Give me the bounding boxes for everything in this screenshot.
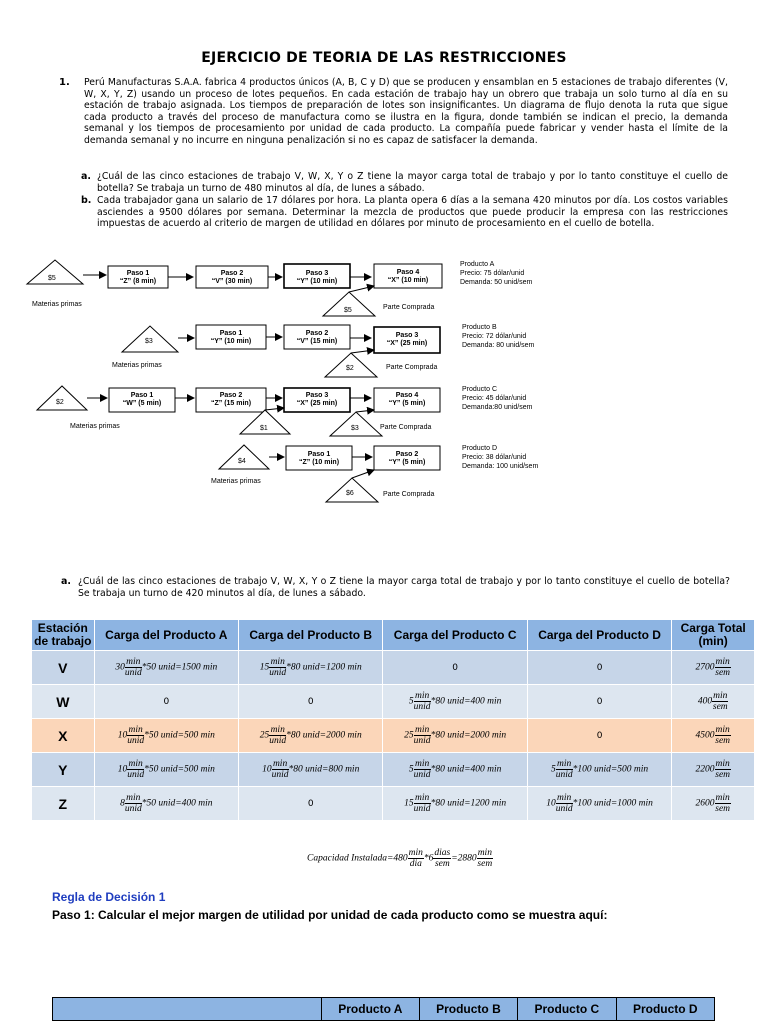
unit-fraction: $\frac{\min}{\text{unid}}$ [413,793,431,814]
load-result: *50 unid=1500 min [141,662,218,673]
total-cell [672,685,755,719]
header-station: Estación de trabajo [32,620,95,651]
carga-row-y [32,753,755,787]
raw-material-d-triangle [219,445,269,469]
load-result: *80 unid=2000 min [286,730,362,741]
load-cell [239,719,383,753]
load-result: *50 unid=500 min [144,730,215,741]
load-cell: 0 [527,651,671,685]
station-label: X [32,719,95,753]
station-label: Y [32,753,95,787]
raw-cost-d: $4 [238,458,246,465]
load-cell [527,787,671,821]
carga-row-w [32,685,755,719]
load-result: *80 unid=800 min [288,764,360,775]
unit-fraction: $\frac{\min}{\text{unid}}$ [413,759,431,780]
load-cell: 0 [94,685,238,719]
step-a3-l2: “Y” (10 min) [296,278,338,285]
item-b-text: Cada trabajador gana un salario de 17 dólares por hora. La planta opera 6 días a la semana 420 minutos por día. Los costos variables asciendes a 9500 dólares por semana. Determinar la mezcla de productos que puede producir la empresa con las restricciones impuestas de acuerdo al criterio de margen de utilidad en dólares por minuto de procesamiento en el cuello de botella. [97,195,728,230]
step-b2-l1: Paso 2 [305,330,329,337]
header-prod-a: Carga del Producto A [94,620,238,651]
step-b1-l2: “Y” (10 min) [210,338,252,345]
problem-number: 1. [59,77,70,88]
station-label: V [32,651,95,685]
load-cell: 0 [239,685,383,719]
purchased-cost-c1: $1 [260,425,268,432]
parte-d: Parte Comprada [383,491,435,498]
carga-row-x [32,719,755,753]
load-time: 15 [404,798,414,809]
station-label: W [32,685,95,719]
carga-table [31,619,755,821]
step-c3-l2: “X” (25 min) [296,400,338,407]
step-c2-l1: Paso 2 [219,392,243,399]
total-unit-fraction: $\frac{\min}{\text{sem}}$ [715,725,731,746]
product-header-c: Producto C [518,998,616,1021]
step-a3-l1: Paso 3 [305,270,329,277]
product-c-demand: Demanda:80 unid/sem [462,404,533,411]
load-time: 15 [259,662,270,673]
header-prod-b: Carga del Producto B [239,620,383,651]
step-a1-l1: Paso 1 [126,270,150,277]
unit-fraction: $\frac{\min}{\text{unid}}$ [269,725,287,746]
step-b1-box [196,325,266,349]
step-a4-l1: Paso 4 [396,269,420,276]
load-cell [527,753,671,787]
product-header-row [53,998,715,1021]
flow-diagram [0,250,768,510]
total-unit-fraction: $\frac{\min}{\text{sem}}$ [715,793,731,814]
carga-header-row [32,620,755,651]
purchased-c2-triangle [330,412,382,436]
capacity-frac-1: $\frac{\min}{\text{dia}}$ [408,848,423,869]
step-d1-box [286,446,352,470]
step-a4-l2: “X” (10 min) [387,277,429,284]
product-header-blank [53,998,322,1021]
materias-b: Materias primas [112,362,162,369]
step-c4-l2: “Y” (5 min) [388,400,426,407]
total-value: 2700 [695,662,715,673]
step-d2-l1: Paso 2 [395,451,419,458]
load-cell [94,651,238,685]
step-a2-l2: “V” (30 min) [211,278,253,285]
load-cell [94,787,238,821]
step-c1-l1: Paso 1 [130,392,154,399]
item-a-label: a. [81,171,92,182]
step-a4-box [374,264,442,288]
product-header-b: Producto B [419,998,517,1021]
load-time: 10 [546,798,556,809]
step-c4-l1: Paso 4 [395,392,419,399]
product-table [52,997,715,1021]
product-d-demand: Demanda: 100 unid/sem [462,463,539,470]
item-b-label: b. [81,195,92,206]
step-c1-l2: “W” (5 min) [122,400,162,407]
unit-fraction: $\frac{\min}{\text{unid}}$ [413,691,431,712]
load-time: 10 [117,764,128,775]
capacity-prefix: Capacidad Instalada=480 [307,853,408,864]
unit-fraction: $\frac{\min}{\text{unid}}$ [271,759,289,780]
total-unit-fraction: $\frac{\min}{\text{sem}}$ [715,657,731,678]
capacity-frac-2: $\frac{\text{dias}}{\text{sem}}$ [434,848,451,869]
header-prod-d: Carga del Producto D [527,620,671,651]
load-time: 25 [259,730,270,741]
capacity-eq: =2880 [451,853,477,864]
step-b2-box [284,325,350,349]
product-a-demand: Demanda: 50 unid/sem [460,279,533,286]
header-total: Carga Total (min) [672,620,755,651]
raw-cost-b: $3 [145,338,153,345]
load-cell: 0 [527,719,671,753]
carga-row-v [32,651,755,685]
load-result: *50 unid=400 min [141,798,213,809]
total-cell [672,787,755,821]
page-title: EJERCICIO DE TEORIA DE LAS RESTRICCIONES [201,50,567,66]
load-cell: 0 [527,685,671,719]
step-a1-l2: “Z” (8 min) [119,278,157,285]
purchased-cost-c2: $3 [351,425,359,432]
load-cell: 0 [239,787,383,821]
purchased-cost-a: $5 [344,307,352,314]
load-result: *50 unid=500 min [144,764,215,775]
step-c2-l2: “Z” (15 min) [210,400,252,407]
step-b3-l2: “X” (25 min) [386,340,428,347]
problem-text: Perú Manufacturas S.A.A. fabrica 4 productos únicos (A, B, C y D) que se producen y ensamblan en 5 estaciones de trabajo diferentes (V, W, X, Y, Z) usando un proceso de lotes pequeños. En cada estación de trabajo hay un obrero que trabaja un solo turno al día en su estación de trabajo asignada. Los tiempos de preparación de lotes son insignificantes. Un diagrama de flujo denota la ruta que sigue cada producto a través del proceso de manufactura como se ilustra en la figura, donde también se indican el precio, la demanda semanal y los tiempos de procesamiento por unidad de cada producto. La compañía puede fabricar y vender hasta el límite de la demanda semanal y no incurre en ninguna penalización si no es capaz de satisfacer la demanda. [84,77,728,146]
load-cell [94,719,238,753]
product-d-name: Producto D [462,445,498,452]
total-value: 400 [697,696,713,707]
capacity-mid: *6 [423,853,434,864]
product-a-name: Producto A [460,261,495,268]
product-c-price: Precio: 45 dólar/unid [462,395,527,402]
product-b-name: Producto B [462,324,497,331]
purchased-cost-d: $6 [346,490,354,497]
load-result: *80 unid=2000 min [430,730,507,741]
step-1-heading: Paso 1: Calcular el mejor margen de utilidad por unidad de cada producto como se muestra aquí: [52,908,608,922]
load-cell [383,719,527,753]
step-d1-l2: “Z” (10 min) [298,459,340,466]
step-b3-l1: Paso 3 [395,332,419,339]
load-time: 5 [408,696,414,707]
total-cell [672,651,755,685]
capacity-formula [0,848,768,869]
parte-b: Parte Comprada [386,364,438,371]
materias-c: Materias primas [70,423,120,430]
product-d-price: Precio: 38 dólar/unid [462,454,527,461]
step-c3-l1: Paso 3 [305,392,329,399]
unit-fraction: $\frac{\min}{\text{unid}}$ [127,725,145,746]
question-a-text: ¿Cuál de las cinco estaciones de trabajo V, W, X, Y o Z tiene la mayor carga total de trabajo y por lo tanto constituye el cuello de botella? Se trabaja un turno de 420 minutos al día, de lunes a sábado. [78,576,730,599]
unit-fraction: $\frac{\min}{\text{unid}}$ [124,793,142,814]
parte-c: Parte Comprada [380,424,432,431]
load-result: *80 unid=1200 min [430,798,507,809]
total-cell [672,719,755,753]
unit-fraction: $\frac{\min}{\text{unid}}$ [127,759,145,780]
load-cell [383,685,527,719]
product-c-name: Producto C [462,386,498,393]
step-d2-l2: “Y” (5 min) [388,459,426,466]
load-cell [239,651,383,685]
total-unit-fraction: $\frac{\min}{\text{sem}}$ [712,691,728,712]
load-result: *80 unid=400 min [430,764,502,775]
step-b1-l1: Paso 1 [219,330,243,337]
raw-cost-c: $2 [56,399,64,406]
product-b-price: Precio: 72 dólar/unid [462,333,527,340]
product-b-demand: Demanda: 80 unid/sem [462,342,535,349]
load-time: 5 [550,764,556,775]
load-result: *100 unid=500 min [572,764,649,775]
step-d1-l1: Paso 1 [307,451,331,458]
header-prod-c: Carga del Producto C [383,620,527,651]
unit-fraction: $\frac{\min}{\text{unid}}$ [269,657,287,678]
product-a-price: Precio: 75 dólar/unid [460,270,525,277]
item-a-text: ¿Cuál de las cinco estaciones de trabajo V, W, X, Y o Z tiene la mayor carga total de trabajo y por lo tanto constituye el cuello de botella? Se trabaja un turno de 480 minutos al día, de lunes a sábado. [97,171,728,194]
materias-a: Materias primas [32,301,82,308]
total-cell [672,753,755,787]
load-cell [383,787,527,821]
product-header-a: Producto A [322,998,420,1021]
load-time: 30 [115,662,125,673]
total-unit-fraction: $\frac{\min}{\text{sem}}$ [715,759,731,780]
load-time: 10 [262,764,272,775]
decision-rule-heading: Regla de Decisión 1 [52,890,166,904]
raw-material-c-triangle [37,386,87,410]
raw-cost-a: $5 [48,275,56,282]
materias-d: Materias primas [211,478,261,485]
total-value: 4500 [695,730,715,741]
purchased-cost-b: $2 [346,365,354,372]
carga-row-z [32,787,755,821]
question-a-label: a. [61,576,72,587]
unit-fraction: $\frac{\min}{\text{unid}}$ [555,793,573,814]
load-result: *80 unid=400 min [430,696,502,707]
product-header-d: Producto D [616,998,714,1021]
step-d2-box [374,446,440,470]
load-time: 10 [117,730,128,741]
station-label: Z [32,787,95,821]
load-result: *100 unid=1000 min [572,798,653,809]
total-value: 2600 [695,798,715,809]
unit-fraction: $\frac{\min}{\text{unid}}$ [124,657,142,678]
load-time: 8 [120,798,125,809]
parte-a: Parte Comprada [383,304,435,311]
unit-fraction: $\frac{\min}{\text{unid}}$ [413,725,431,746]
load-cell [94,753,238,787]
load-time: 5 [408,764,414,775]
load-result: *80 unid=1200 min [286,662,362,673]
step-a2-l1: Paso 2 [220,270,244,277]
step-b2-l2: “V” (15 min) [296,338,338,345]
load-cell [239,753,383,787]
load-cell: 0 [383,651,527,685]
total-value: 2200 [695,764,715,775]
capacity-frac-3: $\frac{\min}{\text{sem}}$ [477,848,493,869]
load-time: 25 [404,730,414,741]
unit-fraction: $\frac{\min}{\text{unid}}$ [555,759,573,780]
load-cell [383,753,527,787]
